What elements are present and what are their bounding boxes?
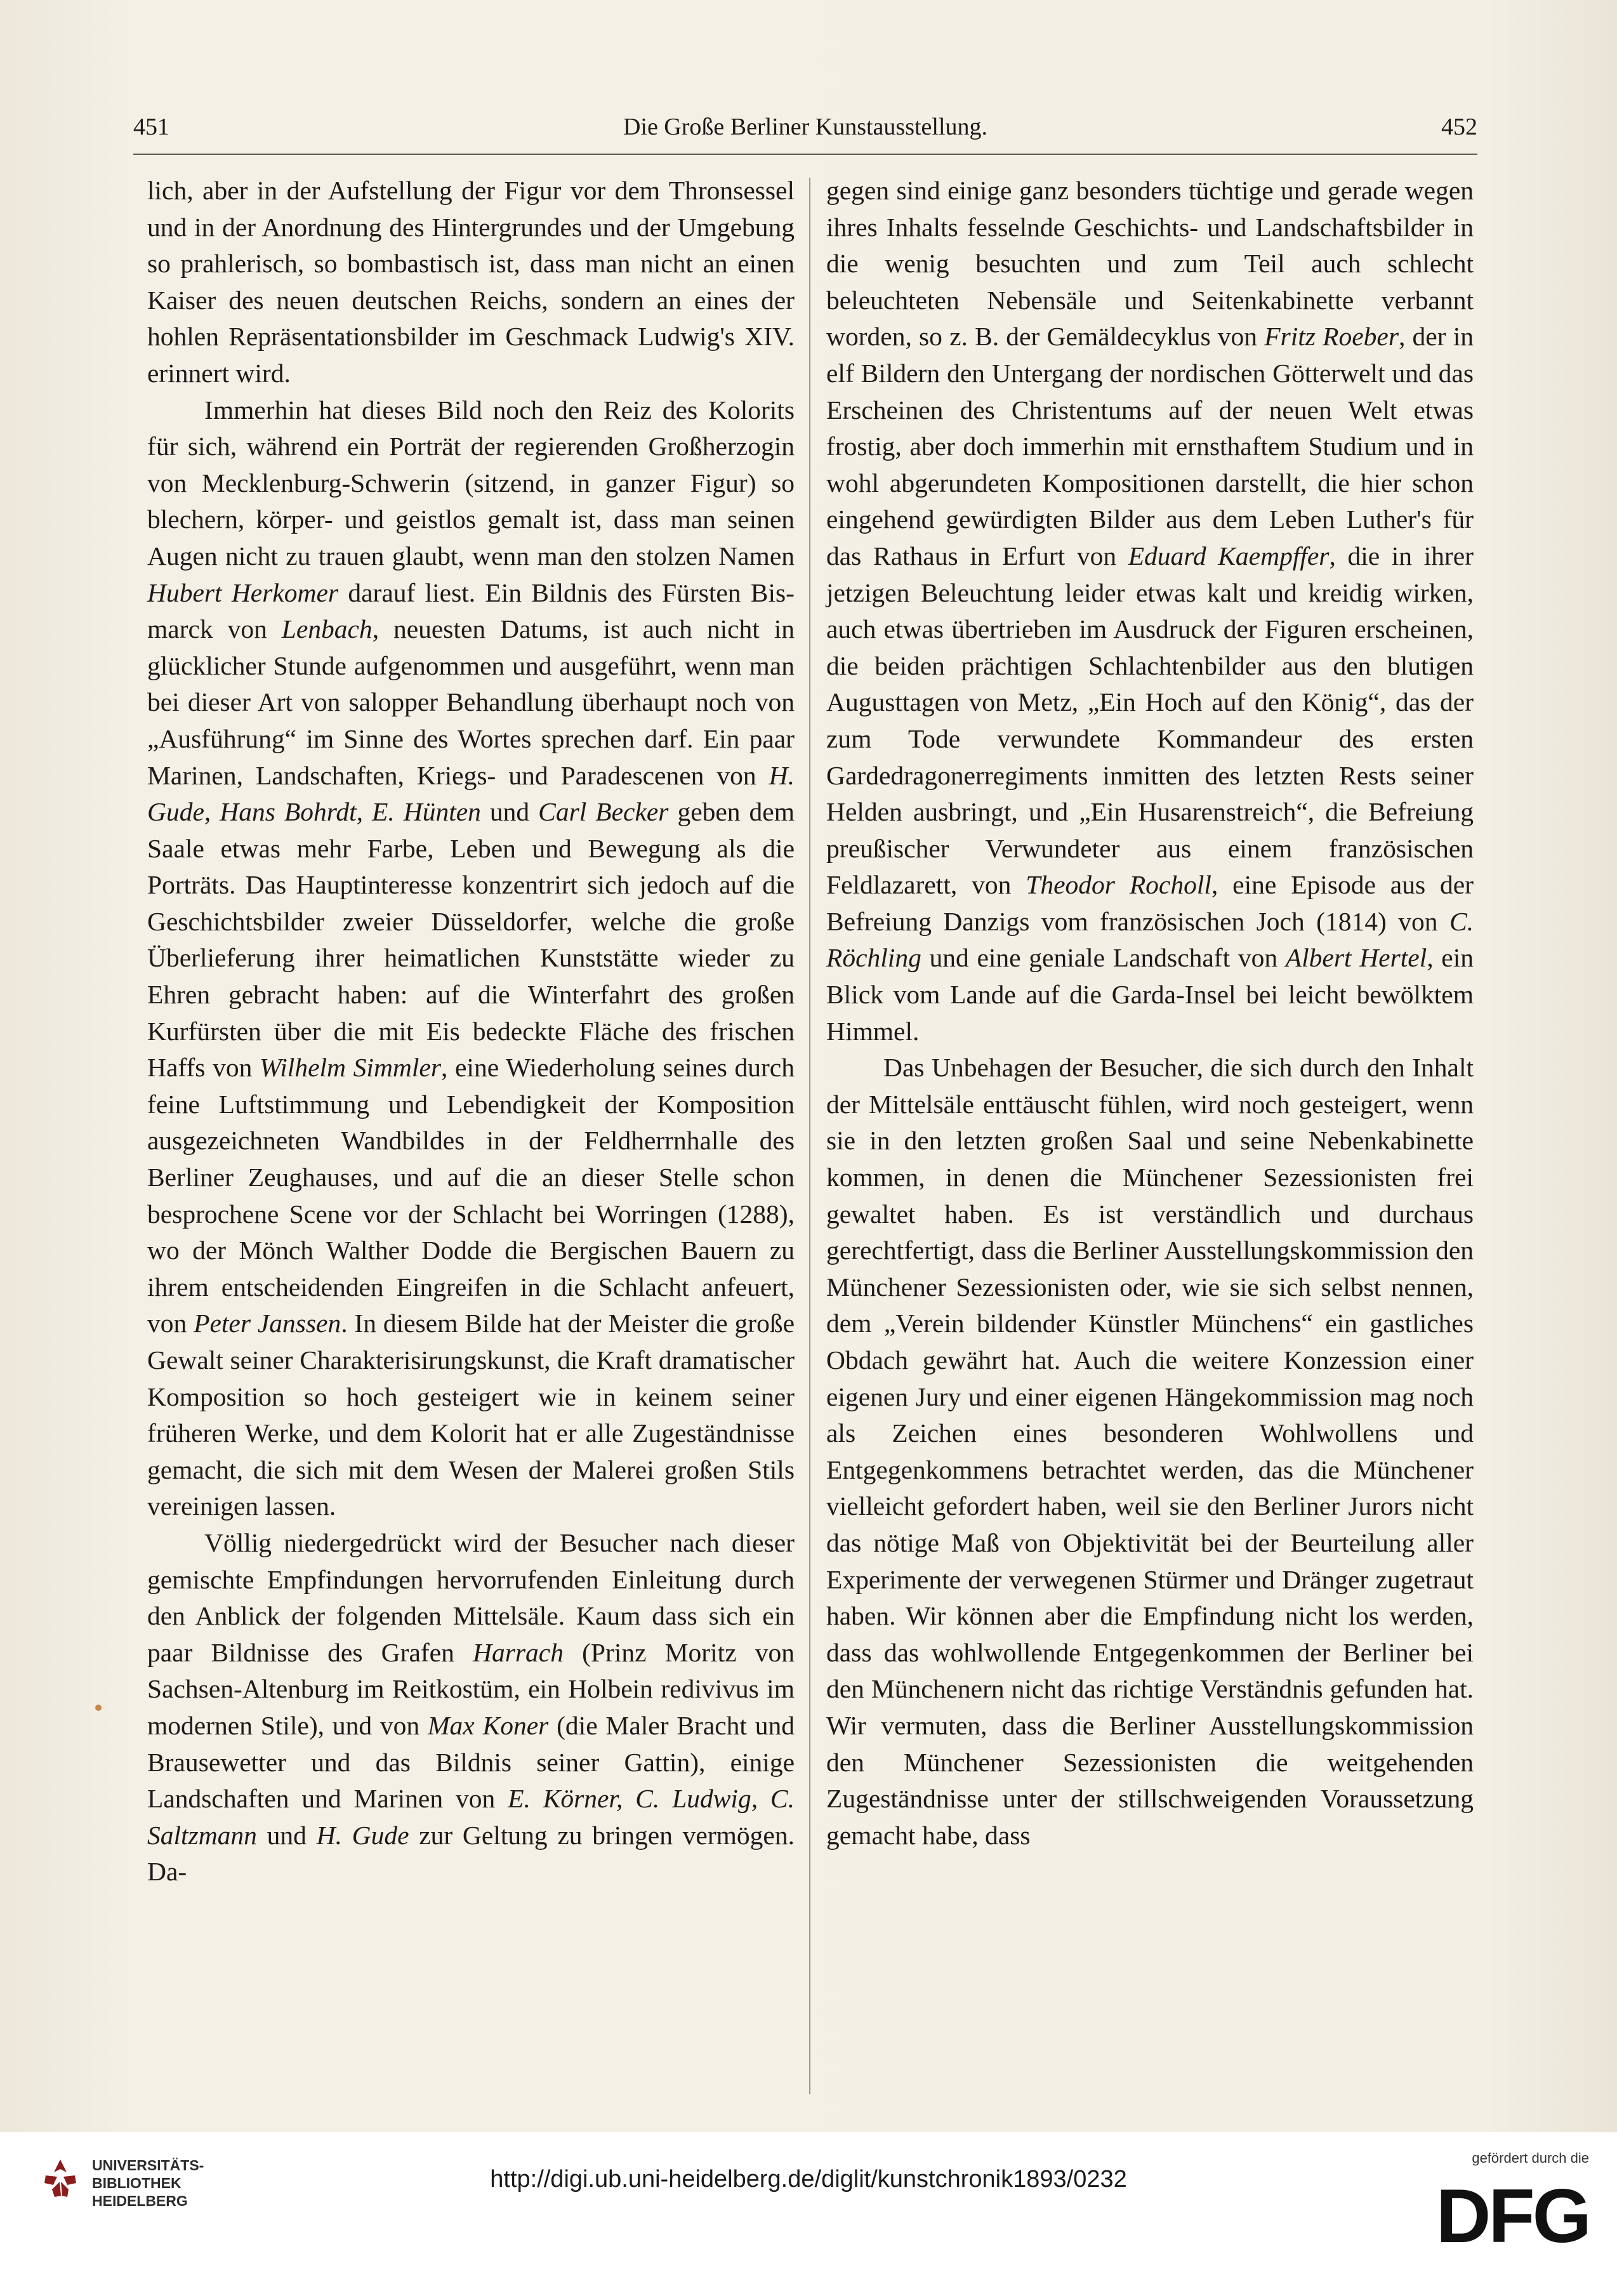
dfg-logo: DFG xyxy=(1436,2174,1589,2259)
left-column xyxy=(147,173,795,1890)
paragraph: lich, aber in der Aufstellung der Figur vor dem Thronsessel und in der Anordnung des Hintergrundes und der Umgebung so prahlerisch, so bombastisch ist, dass man nicht an einen Kaiser des neuen deutschen Reichs, sondern an eines der hohlen Repräsentationsbilder im Geschmack Ludwig's XIV. erinnert wird. xyxy=(147,176,795,388)
footer-bar xyxy=(0,2132,1617,2296)
page-number-left: 451 xyxy=(133,114,169,140)
paragraph: Das Unbehagen der Besucher, die sich durch den Inhalt der Mittelsäle enttäuscht fühlen, wird noch gesteigert, wenn sie in den letzten großen Saal und seine Nebenkabinette kommen, in denen die Münchener Sezessionisten frei gewaltet haben. Es ist verständlich und durchaus gerechtfertigt, dass die Berliner Ausstellungskommission den Münchener Sezessionisten oder, wie sie sich selbst nennen, dem „Verein bildender Künstler Münchens“ ein gastliches Obdach gewährt hat. Auch die weitere Konzession einer eigenen Jury und einer eigenen Hängekommission mag noch als Zeichen eines besonderen Wohlwollens und Entgegenkommens betrachtet werden, das die Münchener vielleicht gefordert haben, weil sie den Berliner Jurors nicht das nötige Maß von Objektivität bei der Beurteilung aller Experimente der verwegenen Stürmer und Dränger zugetraut haben. Wir können aber die Empfindung nicht los werden, dass das wohlwollende Entgegenkommen der Berliner bei den Münchenern nicht das richtige Verständnis gefunden hat. Wir vermuten, dass die Berliner Ausstellungskommission den Münchener Sezessionisten die weitgehenden Zugeständnisse unter der stillschweigenden Voraussetzung gemacht habe, dass xyxy=(826,1053,1474,1850)
university-name-line3: HEIDELBERG xyxy=(92,2193,188,2209)
page-number-right: 452 xyxy=(1441,114,1477,140)
paragraph: Immerhin hat dieses Bild noch den Reiz des Kolorits für sich, während ein Porträt der regierenden Großherzogin von Mecklenburg-Schwerin (sitzend, in ganzer Figur) so blechern, körper- und geistlos gemalt ist, dass man seinen Augen nicht zu trauen glaubt, wenn man den stolzen Namen Hubert Herkomer darauf liest. Ein Bildnis des Fürsten Bismarck von Lenbach, neuesten Datums, ist auch nicht in glücklicher Stunde aufgenommen und ausgeführt, wenn man bei dieser Art von salopper Behandlung überhaupt noch von „Ausführung“ im Sinne des Wortes sprechen darf. Ein paar Marinen, Landschaften, Kriegs- und Paradescenen von H. Gude, Hans Bohrdt, E. Hünten und Carl Becker geben dem Saale etwas mehr Farbe, Leben und Bewegung als die Porträts. Das Hauptinteresse konzentrirt sich jedoch auf die Geschichtsbilder zweier Düsseldorfer, welche die große Überlieferung ihrer heimatlichen Kunststätte wieder zu Ehren gebracht haben: auf die Winterfahrt des großen Kurfürsten über die mit Eis bedeckte Fläche des frischen Haffs von Wilhelm Simmler, eine Wiederholung seines durch feine Luftstimmung und Lebendigkeit der Komposition ausgezeichneten Wandbildes in der Feldherrnhalle des Berliner Zeughauses, und auf die an dieser Stelle schon besprochene Scene vor der Schlacht bei Worringen (1288), wo der Mönch Walther Dodde die Bergischen Bauern zu ihrem entscheidenden Eingreifen in die Schlacht anfeuert, von Peter Janssen. In diesem Bilde hat der Meister die große Gewalt seiner Charakterisirungskunst, die Kraft dramatischer Komposition so hoch gesteigert wie in keinem seiner früheren Werke, und dem Kolorit hat er alle Zugeständnisse gemacht, die sich mit dem Wesen der Malerei großen Stils vereinigen lassen. xyxy=(147,395,795,1521)
running-header xyxy=(133,102,1477,152)
paragraph: gegen sind einige ganz besonders tüchtige und gerade wegen ihres Inhalts fesselnde Geschichts- und Landschaftsbilder in die wenig besuchten und zum Teil auch schlecht beleuchteten Nebensäle und Seitenkabinette verbannt worden, so z. B. der Gemäldecyklus von Fritz Roeber, der in elf Bildern den Untergang der nordischen Götterwelt und das Erscheinen des Christentums auf der neuen Welt etwas frostig, aber doch immerhin mit ernsthaftem Studium und in wohl abgerundeten Kompositionen darstellt, die hier schon eingehend gewürdigten Bilder aus dem Leben Luther's für das Rathaus in Erfurt von Eduard Kaempffer, die in ihrer jetzigen Beleuchtung leider etwas kalt und kreidig wirken, auch etwas übertrieben im Ausdruck der Figuren erscheinen, die beiden prächtigen Schlachtenbilder aus den blutigen Augusttagen von Metz, „Ein Hoch auf den König“, das der zum Tode verwundete Kommandeur des ersten Gardedragonerregiments inmitten des letzten Rests seiner Helden ausbringt, und „Ein Husarenstreich“, die Befreiung preußischer Verwundeter aus einem französischen Feldlazarett, von Theodor Rocholl, eine Episode aus der Befreiung Danzigs vom französischen Joch (1814) von C. Röchling und eine geniale Landschaft von Albert Hertel, ein Blick vom Lande auf die Garda-Insel bei leicht bewölktem Himmel. xyxy=(826,176,1474,1046)
running-title: Die Große Berliner Kunstausstellung. xyxy=(623,114,988,140)
margin-mark xyxy=(95,1705,102,1711)
university-name-line1: UNIVERSITÄTS- xyxy=(92,2157,204,2174)
header-rule xyxy=(133,154,1477,155)
right-column xyxy=(826,173,1474,1854)
paragraph: Völlig niedergedrückt wird der Besucher nach dieser gemischte Empfindungen hervorrufenden Einleitung durch den Anblick der folgenden Mittelsäle. Kaum dass sich ein paar Bildnisse des Grafen Harrach (Prinz Moritz von Sachsen-Altenburg im Reitkostüm, ein Holbein redivivus im modernen Stile), und von Max Koner (die Maler Bracht und Brausewetter und das Bildnis seiner Gattin), einige Landschaften und Marinen von E. Körner, C. Ludwig, C. Saltzmann und H. Gude zur Geltung zu bringen vermögen. Da- xyxy=(147,1527,795,1887)
university-name-line2: BIBLIOTHEK xyxy=(92,2175,182,2191)
source-link[interactable]: http://digi.ub.uni-heidelberg.de/diglit/kunstchronik1893/0232 xyxy=(490,2166,1127,2193)
column-divider xyxy=(809,178,810,2094)
sponsor-text: gefördert durch die xyxy=(1472,2150,1589,2166)
